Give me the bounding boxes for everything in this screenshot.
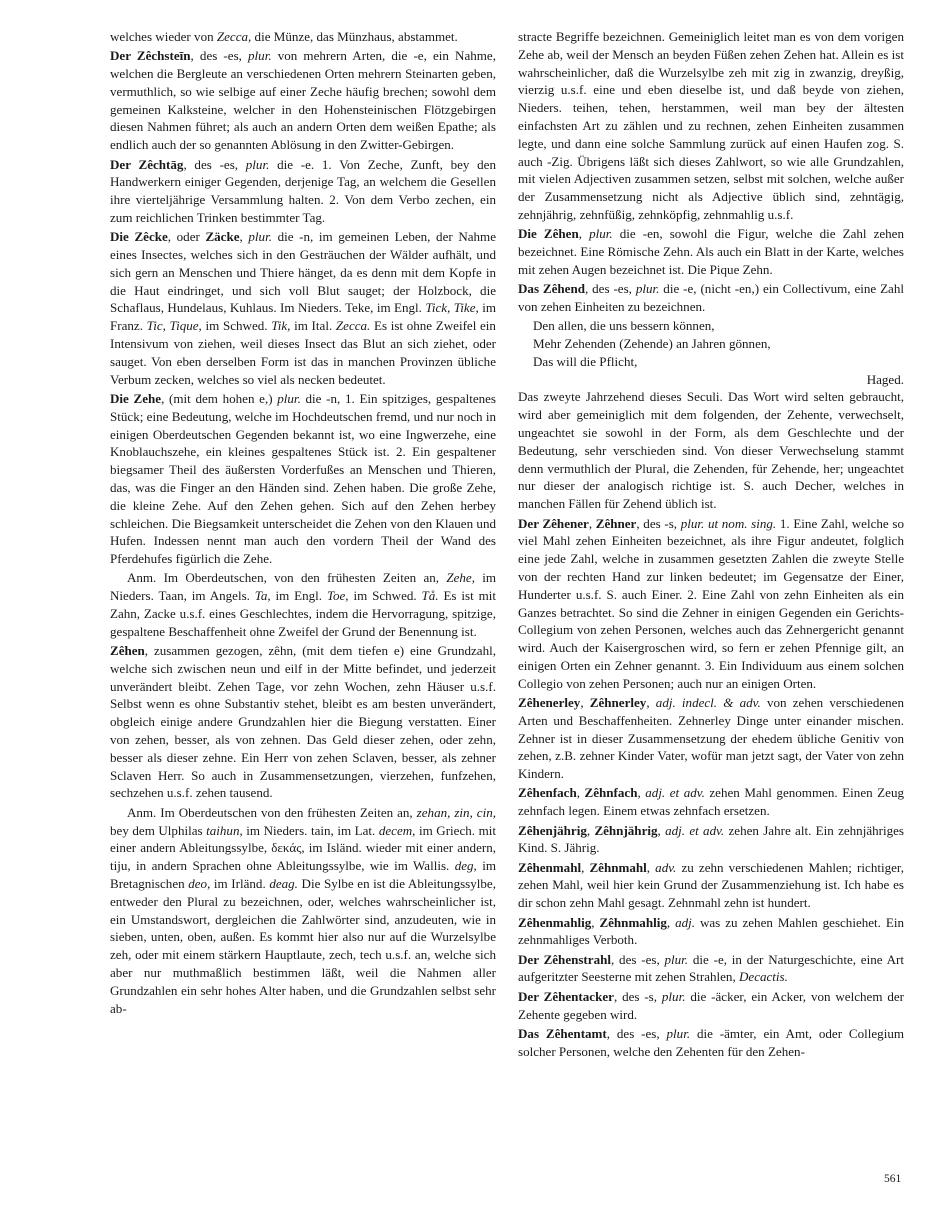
italic-text: Tic, Tique, [146, 318, 202, 334]
dictionary-entry [518, 914, 904, 950]
dictionary-entry [110, 228, 496, 388]
headword: Zêhen [110, 643, 145, 659]
entry-text: welches wieder von [110, 29, 217, 44]
italic-text: Tå. [421, 588, 439, 604]
entry-text: , [588, 515, 596, 531]
headword: Zäcke [205, 229, 240, 245]
entry-text: , des -s, [613, 988, 662, 1004]
italic-text: adj. et adv. [665, 822, 725, 838]
dictionary-entry [518, 988, 904, 1024]
entry-text: , des -es, [183, 156, 246, 172]
italic-text: zehan, zin, cin, [416, 804, 496, 820]
entry-text: , [580, 694, 590, 710]
entry-text: , [646, 859, 656, 875]
dictionary-entry [518, 280, 904, 316]
italic-text: Decactis. [738, 969, 788, 985]
headword: Das Zêhend [518, 281, 585, 297]
left-column [110, 28, 496, 1019]
entry-text: , [637, 785, 646, 801]
entry-text: , [239, 229, 249, 245]
entry-text: , des -es, [584, 281, 636, 297]
headword: Zêhenjährig [518, 822, 587, 838]
italic-text: plur. [277, 390, 301, 406]
italic-text: taihun, [206, 822, 243, 838]
headword: Die Zêcke [110, 229, 168, 245]
headword: Das Zêhentamt [518, 1025, 607, 1041]
dictionary-entry [518, 225, 904, 278]
entry-text: die -n, 1. Ein spitziges, gespaltenes Stück; eine Bedeutung, welche im Hochdeutschen fremd, und nur noch in einigen Oberdeutschen Gegenden bekannt ist, wo eine Ingwerzehe, eine Knoblauchszehe, ein kleines gespaltenes Stück ist. 2. Ein gespaltener biegsamer Theil des äußersten Vorderfußes an Menschen und Thieren, das, was die Finger an den Händen sind. Zehen haben. Die große Zehe, die kleine Zehe. Auf den Zehen gehen. Sich auf den Zehen herbey schleichen. Die Biegsamkeit unterscheidet die Zehen von den Klauen und Hufen. Indessen nennt man auch den vordern Theil der Wand des Pferdehufes figürlich die Zehe. [110, 390, 496, 567]
entry-text: im Bretagnischen [110, 858, 496, 891]
entry-text: , [646, 694, 656, 710]
entry-text: im Schwed. [201, 318, 272, 334]
dictionary-entry [518, 784, 904, 820]
entry-text: stracte Begriffe bezeichnen. Gemeiniglich leitet man es von dem vorigen Zehe ab, weil der Mensch an beyden Füßen zehen Zehen hat. Allein es ist wahrscheinlicher, daß die Wurzelsylbe zeh mit zig in zwanzig, dreyßig, vierzig u.s.f. eine und eben dieselbe ist, und daß beyde von ziehen, Nieders. teihen, tehen, herstammen, weil man bey der ältesten einfachsten Art zu zählen und zu rechnen, zehen Einheiten zusammen legte, und dann eine solche Sammlung zurück auf einen Haufen zog. S. auch -Zig. Übrigens läßt sich dieses Zahlwort, so wie alle Grundzahlen, mit vielen Adjectiven zusammen setzen, selbst mit solchen, welche außer der Zusammensetzung nicht als Adjective üblich sind, zehntägig, zehnjährig, zehnfüßig, zehnköpfig, zehnmahlig u.s.f. [518, 29, 904, 222]
entry-text: Das zweyte Jahrzehend dieses Seculi. Das Wort wird selten gebraucht, wird aber gemeiniglich mit dem folgenden, der Zehente, verwechselt, ungeachtet sie sowohl in der Form, als dem Geschlechte und der Bedeutung, sehr verschieden sind. Von dieser Verwechselung stammt denn vermuthlich der Plural, die Zehenden, für Zehende, her; ungeachtet nur dieser der analogisch richtige ist. S. auch Decher, welches in manchen Fällen für Zehend üblich ist. [518, 389, 904, 512]
italic-text: plur. ut nom. sing. [680, 515, 777, 531]
entry-text: die -e, (nicht -en,) ein Collectivum, eine Zahl von zehen Einheiten zu bezeichnen. [518, 281, 904, 314]
entry-text: , [591, 914, 600, 930]
italic-text: adj. [675, 914, 696, 930]
headword: Die Zêhen [518, 226, 579, 242]
italic-text: deo, [188, 875, 211, 891]
entry-text: , [576, 785, 585, 801]
entry-text: Anm. Im Oberdeutschen, von den frühesten Zeiten an, [126, 570, 447, 586]
headword: Zêhnfach [584, 785, 638, 801]
right-column [518, 28, 904, 1062]
italic-text: plur. [664, 951, 689, 967]
entry-text: , des -es, [610, 951, 665, 967]
entry-text: , zusammen gezogen, zêhn, (mit dem tiefen e) eine Grundzahl, welche sich zwischen neun und eilf in der Mitte befindet, und jederzeit unverändert bleibt. Zehen Tage, vor zehn Wochen, zehn Häuser u.s.f. Selbst wenn es ohne Substantiv stehet, bleibt es am besten unverändert, obgleich einige andere Grundzahlen hier die Biegung verstatten. Einer von zehen, besser, als von zehnen. Das Geld dieser zehen, oder zehn, besser als dieser zehne. Ein Herr von zehen Sclaven, besser, als zehner Sclaven Herr. So auch in Zusammensetzungen, vierzehen, funfzehen, sechzehen u.s.f. zehen tausend. [110, 643, 496, 801]
entry-text: was zu zehen Mahlen geschiehet. Ein zehnmahliges Verboth. [518, 914, 905, 948]
entry-text: , des -s, [636, 515, 681, 531]
entry-text: zu zehn verschiedenen Mahlen; richtiger, zehen Mahl, weil hier kein Grund der Zusammenziehung ist. Ich habe es dir schon zehn Mahl gesagt. Zehnmahl zehn ist hundert. [518, 859, 904, 911]
entry-text: die -äcker, ein Acker, von welchem der Zehente gegeben wird. [518, 988, 905, 1022]
italic-text: plur. [248, 229, 272, 245]
entry-text: zehen Mahl genommen. Einen Zeug zehnfach legen. Einem etwas zehnfach ersetzen. [518, 785, 904, 819]
entry-text: im Engl. [270, 588, 327, 604]
dictionary-entry [518, 859, 904, 912]
verse-line: Den allen, die uns bessern können, [533, 318, 715, 334]
italic-text: plur. [245, 156, 270, 172]
entry-text: zehen Jahre alt. Ein zehnjähriges Kind. S. Jährig. [518, 822, 904, 856]
entry-text: im Ital. [290, 318, 336, 334]
entry-text: im Schwed. [348, 588, 422, 604]
entry-text: die -e, in der Naturgeschichte, eine Art aufgeritzter Seesterne mit zehen Strahlen, [518, 951, 904, 985]
entry-text: bey dem Ulphilas [110, 822, 207, 838]
dictionary-entry [110, 156, 496, 227]
headword: Die Zehe [110, 390, 162, 406]
entry-text: die -en, sowohl die Figur, welche die Zahl zehen bezeichnet. Eine Römische Zehn. Als auch ein Blatt in der Karte, welches mit zehen Augen bezeichnet ist. Die Pique Zehn. [518, 226, 904, 277]
headword: Zêhnjährig [594, 822, 658, 838]
entry-text: von mehrern Arten, die -e, ein Nahme, welchen die Bergleute an verschiedenen Orten mehrern Steinarten geben, vermuthlich, so wie selbige auf einer Zeche häufig brechen; sowohl dem gemeinen Kalksteine, welcher in den Hohensteinischen Flötzgebirgen diesen Nahmen führet; als auch an andern Orten dem weißen Epathe; als endlich auch der so genannten Ablösung in den Zwitter-Gebirgen. [110, 48, 496, 153]
headword: Zêhnerley [589, 694, 647, 710]
headword: Der Zêchtāg [110, 156, 184, 172]
italic-text: deag. [269, 875, 298, 891]
entry-text: , [586, 822, 595, 838]
headword: Zêhnmahl [589, 859, 647, 875]
entry-text: , des -es, [190, 48, 249, 64]
headword: Der Zêhentacker [518, 988, 614, 1004]
dictionary-entry [518, 388, 904, 513]
entry-text: die Münze, das Münzhaus, abstammet. [251, 29, 458, 44]
entry-text: , [657, 822, 666, 838]
dictionary-entry [518, 1025, 904, 1061]
entry-text: , [578, 226, 590, 242]
verse-line: Das will die Pflicht, [533, 353, 638, 369]
dictionary-entry [110, 390, 496, 568]
italic-text: Ta, [254, 588, 271, 604]
dictionary-entry [518, 694, 904, 783]
italic-text: deg, [454, 858, 477, 874]
entry-text: , des -es, [606, 1025, 667, 1041]
headword: Zêhner [595, 515, 637, 531]
entry-text: Es ist ohne Zweifel ein Intensivum von ziehen, weil dieses Insect das Blut an sich ziehet, oder sauget. Von eben derselben Form ist das in manchen Provinzen übliche Verbum zecken, welches so viel als necken bedeutet. [110, 318, 496, 387]
headword: Zêhnmahlig [599, 914, 667, 930]
entry-text: im Franz. [110, 300, 496, 334]
italic-text: decem, [378, 822, 416, 838]
verse-attribution: Haged. [866, 371, 904, 387]
entry-text: im Griech. mit einer andern Ableitungssylbe, δεκάς, im Isländ. wieder mit einer andern, tiju, in andern Sprachen ohne Ableitungssylbe, wie im Wallis. [110, 822, 496, 874]
headword: Zêhenfach [518, 785, 577, 801]
headword: Der Zêchsteīn [110, 48, 191, 64]
italic-text: Zecca. [335, 318, 371, 334]
entry-text: die -e. 1. Von Zeche, Zunft, bey den Handwerkern einiger Gegenden, derjenige Tag, an welchem die Gesellen ihre vierteljährige Versammlung halten. 2. Von dem Verbo zechen, ein zum reichlichen Trinken bestimmter Tag. [110, 156, 496, 225]
dictionary-entry [110, 28, 496, 46]
dictionary-entry [110, 569, 496, 640]
headword: Zêhenerley [518, 694, 581, 710]
verse-quote [518, 317, 904, 388]
headword: Zêhenmahl [518, 859, 582, 875]
italic-text: adj. indecl. & adv. [655, 694, 761, 710]
entry-text: , [581, 859, 590, 875]
entry-text: , oder [167, 229, 206, 245]
dictionary-entry [518, 28, 904, 224]
headword: Der Zêhener [518, 515, 589, 531]
entry-text: 1. Eine Zahl, welche so viel Mahl zehen Einheiten bezeichnet, als ihre Figur andeutet, folglich eine jede Zahl, welche in zusammen gesetzten Zahlen die zweyte Stelle von der rechten Hand zur linken bedeutet; im Gegensatze der Einer, Hunderter u.s.f. S. auch Einer. 2. Eine Zahl von zehn Einheiten als ein Ganzes betrachtet. So sind die Zehner in einigen Gegenden ein Gerichts-Collegium von zehen Personen, welches auch das Zehnergericht genannt wird. Auch der Kaisergroschen wird, so fern er zehen Pfennige gilt, an einigen Orten ein Zehner genannt. 3. Ein Individuum aus einem solchen Collegio von zehen Personen; auch nur an einigen Orten. [518, 515, 904, 691]
entry-text: , (mit dem hohen e,) [161, 390, 278, 406]
entry-text: die -ämter, ein Amt, oder Collegium solcher Personen, welche den Zehenten für den Zehen- [518, 1025, 904, 1059]
entry-text: im Nieders. Taan, im Angels. [110, 570, 496, 604]
entry-text: im Nieders. tain, im Lat. [242, 822, 379, 838]
italic-text: Toe, [326, 588, 349, 604]
italic-text: adv. [655, 859, 677, 875]
dictionary-entry [110, 804, 496, 1018]
italic-text: Zecca, [216, 29, 252, 44]
italic-text: plur. [589, 226, 613, 242]
dictionary-entry [518, 515, 904, 693]
italic-text: plur. [635, 281, 660, 297]
italic-text: Zehe, [446, 570, 475, 586]
headword: Der Zêhenstrahl [518, 951, 611, 967]
italic-text: adj. et adv. [645, 785, 705, 801]
entry-text: die -n, im gemeinen Leben, der Nahme eines Insectes, welches sich in den Gesträuchen der Wälder aufhält, und sich gern an Menschen und Thiere hänget, da es denn mit dem Kopfe in die Haut eindringet, und sich voll Blut sauget; der Holzbock, die Schaflaus, Hundelaus, Kuhlaus. Im Nieders. Teke, im Engl. [110, 229, 496, 316]
entry-text: , [666, 914, 676, 930]
entry-text: Anm. Im Oberdeutschen von den frühesten Zeiten an, [126, 804, 417, 820]
headword: Zêhenmahlig [518, 914, 592, 930]
entry-text: von zehen verschiedenen Arten und Beschaffenheiten. Zehnerley Dinge unter einander mischen. Zehner ist in dieser Zusammensetzung der ehedem übliche Genitiv von zehen, z.B. zehner Kinder Vater, wofür man jetzt sagt, der Vater von zehn Kindern. [518, 694, 904, 782]
dictionary-entry [518, 822, 904, 858]
italic-text: plur. [661, 988, 686, 1004]
dictionary-entry [518, 951, 904, 987]
page-number: 561 [884, 1173, 902, 1185]
verse-line: Mehr Zehenden (Zehende) an Jahren gönnen, [533, 336, 771, 352]
italic-text: Tik, [271, 318, 291, 334]
entry-text: im Irländ. [210, 875, 270, 891]
entry-text: Es ist mit Zahn, Zacke u.s.f. eines Geschlechtes, indem die Hervorragung, spitzige, gespaltene Beschaffenheit ohne Zweifel der Grund der Benennung ist. [110, 588, 496, 639]
dictionary-entry [110, 642, 496, 802]
italic-text: plur. [666, 1025, 691, 1041]
entry-text: Die Sylbe en ist die Ableitungssylbe, entweder den Plural zu bezeichnen, oder, welches wahrscheinlicher ist, ein Umstandswort, dergleichen die Zahlwörter sind, anzudeuten, wie in sieben, unten, oben, außen. Es kommt hier also nur auf die Wurzelsylbe zeh, oder mit einem stärkern Hauptlaute, zech, tech u.s.f. an, welche sich aber nur muthmaßlich bestimmen läßt, weil die Nahmen aller Grundzahlen ein sehr hohes Alter haben, und die Grundzahlen selbst sehr ab- [110, 875, 496, 1016]
italic-text: Tick, Tike, [425, 300, 479, 316]
dictionary-entry [110, 47, 496, 154]
italic-text: plur. [248, 48, 272, 64]
